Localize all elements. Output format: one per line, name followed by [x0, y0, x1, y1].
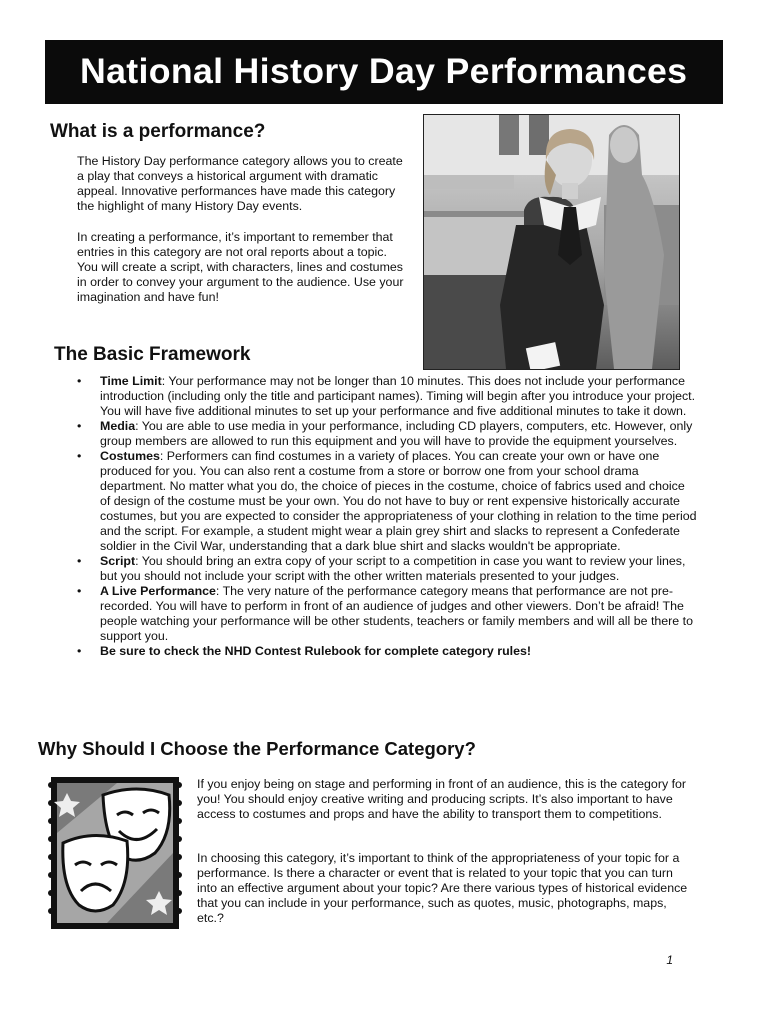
item-term: Costumes: [100, 449, 160, 463]
item-text: : You should bring an extra copy of your script to a competition in case you want to review your lines, but you should not include your script with the other written materials presented to your judges.: [100, 554, 686, 583]
intro-paragraph-2: In creating a performance, it’s important to remember that entries in this category are not oral reports about a topic. You will create a script, with characters, lines and costumes in order to convey your argument to the audience. Use your imagination and have fun!: [77, 230, 404, 304]
why-paragraph-1: If you enjoy being on stage and performing in front of an audience, this is the category for you! You should enjoy creative writing and producing scripts. It’s also important to have access to costumes and props and have the ability to transport them to competitions.: [197, 777, 687, 821]
rulebook-reminder: Be sure to check the NHD Contest Rulebook for complete category rules!: [100, 644, 532, 658]
bullet-icon: •: [77, 644, 82, 658]
section-heading-basic-framework: The Basic Framework: [54, 344, 251, 365]
item-text: : The very nature of the performance category means that performance are not pre-recorded. You will have to perform in front of an audience of judges and other viewers. Don’t be afraid! The people watching your performance will be other students, teachers or family members and will all be there to support you.: [100, 584, 693, 643]
bullet-icon: •: [77, 374, 82, 388]
list-item: [77, 449, 697, 554]
page-title: National History Day Performances: [80, 52, 688, 91]
section-heading-what-is: What is a performance?: [50, 121, 266, 142]
performer-illustration: [424, 115, 679, 369]
theater-masks-icon: [47, 773, 183, 933]
bullet-icon: •: [77, 419, 82, 433]
item-text: : Performers can find costumes in a variety of places. You can create your own or have one produced for you. You can also rent a costume from a store or borrow one from your school drama department. No matter what you do, the choice of pieces in the costume, choice of fabrics used and choice of design of the costume must be your own. You do not have to buy or rent expensive historically accurate costumes, but you are expected to consider the appropriateness of your clothing in relation to the time period and the script. For example, a student might wear a plain grey shirt and slacks to represent a Confederate soldier in the Civil War, understanding that a dark blue shirt and slacks wouldn't be appropriate.: [100, 449, 697, 553]
bullet-icon: •: [77, 554, 82, 568]
page-number: 1: [666, 953, 673, 967]
section-heading-why-choose: Why Should I Choose the Performance Category?: [38, 738, 476, 759]
why-paragraph-2: In choosing this category, it’s important to think of the appropriateness of your topic for a performance. Is there a character or event that is related to your topic that you can turn into an effective argument about your topic? Are there various types of historical evidence that you can include in your performance, such as quotes, music, photographs, maps, etc.?: [197, 851, 688, 925]
bullet-icon: •: [77, 449, 82, 463]
list-item: [77, 554, 697, 584]
item-term: Script: [100, 554, 136, 568]
list-item: [77, 644, 697, 659]
list-item: [77, 374, 697, 419]
item-term: Media: [100, 419, 136, 433]
student-performer-photo: [423, 114, 680, 370]
item-term: Time Limit: [100, 374, 162, 388]
list-item: [77, 584, 697, 644]
intro-paragraph-1: The History Day performance category allows you to create a play that conveys a historical argument with dramatic appeal. Innovative performances have made this category the highlight of many History Day events.: [77, 154, 403, 213]
item-text: : You are able to use media in your performance, including CD players, computers, etc. However, only group members are allowed to run this equipment and you will have to provide the equipment yourselves.: [100, 419, 693, 448]
theater-masks-clipart: [47, 773, 183, 933]
item-text: : Your performance may not be longer than 10 minutes. This does not include your performance introduction (including only the title and participant names). Timing will begin after you introduce your project. You will have five additional minutes to set up your performance and five additional minutes to take it down.: [100, 374, 696, 418]
list-item: [77, 419, 697, 449]
framework-bullet-list: [77, 374, 697, 659]
bullet-icon: •: [77, 584, 82, 598]
title-banner: [45, 40, 723, 104]
item-term: A Live Performance: [100, 584, 216, 598]
